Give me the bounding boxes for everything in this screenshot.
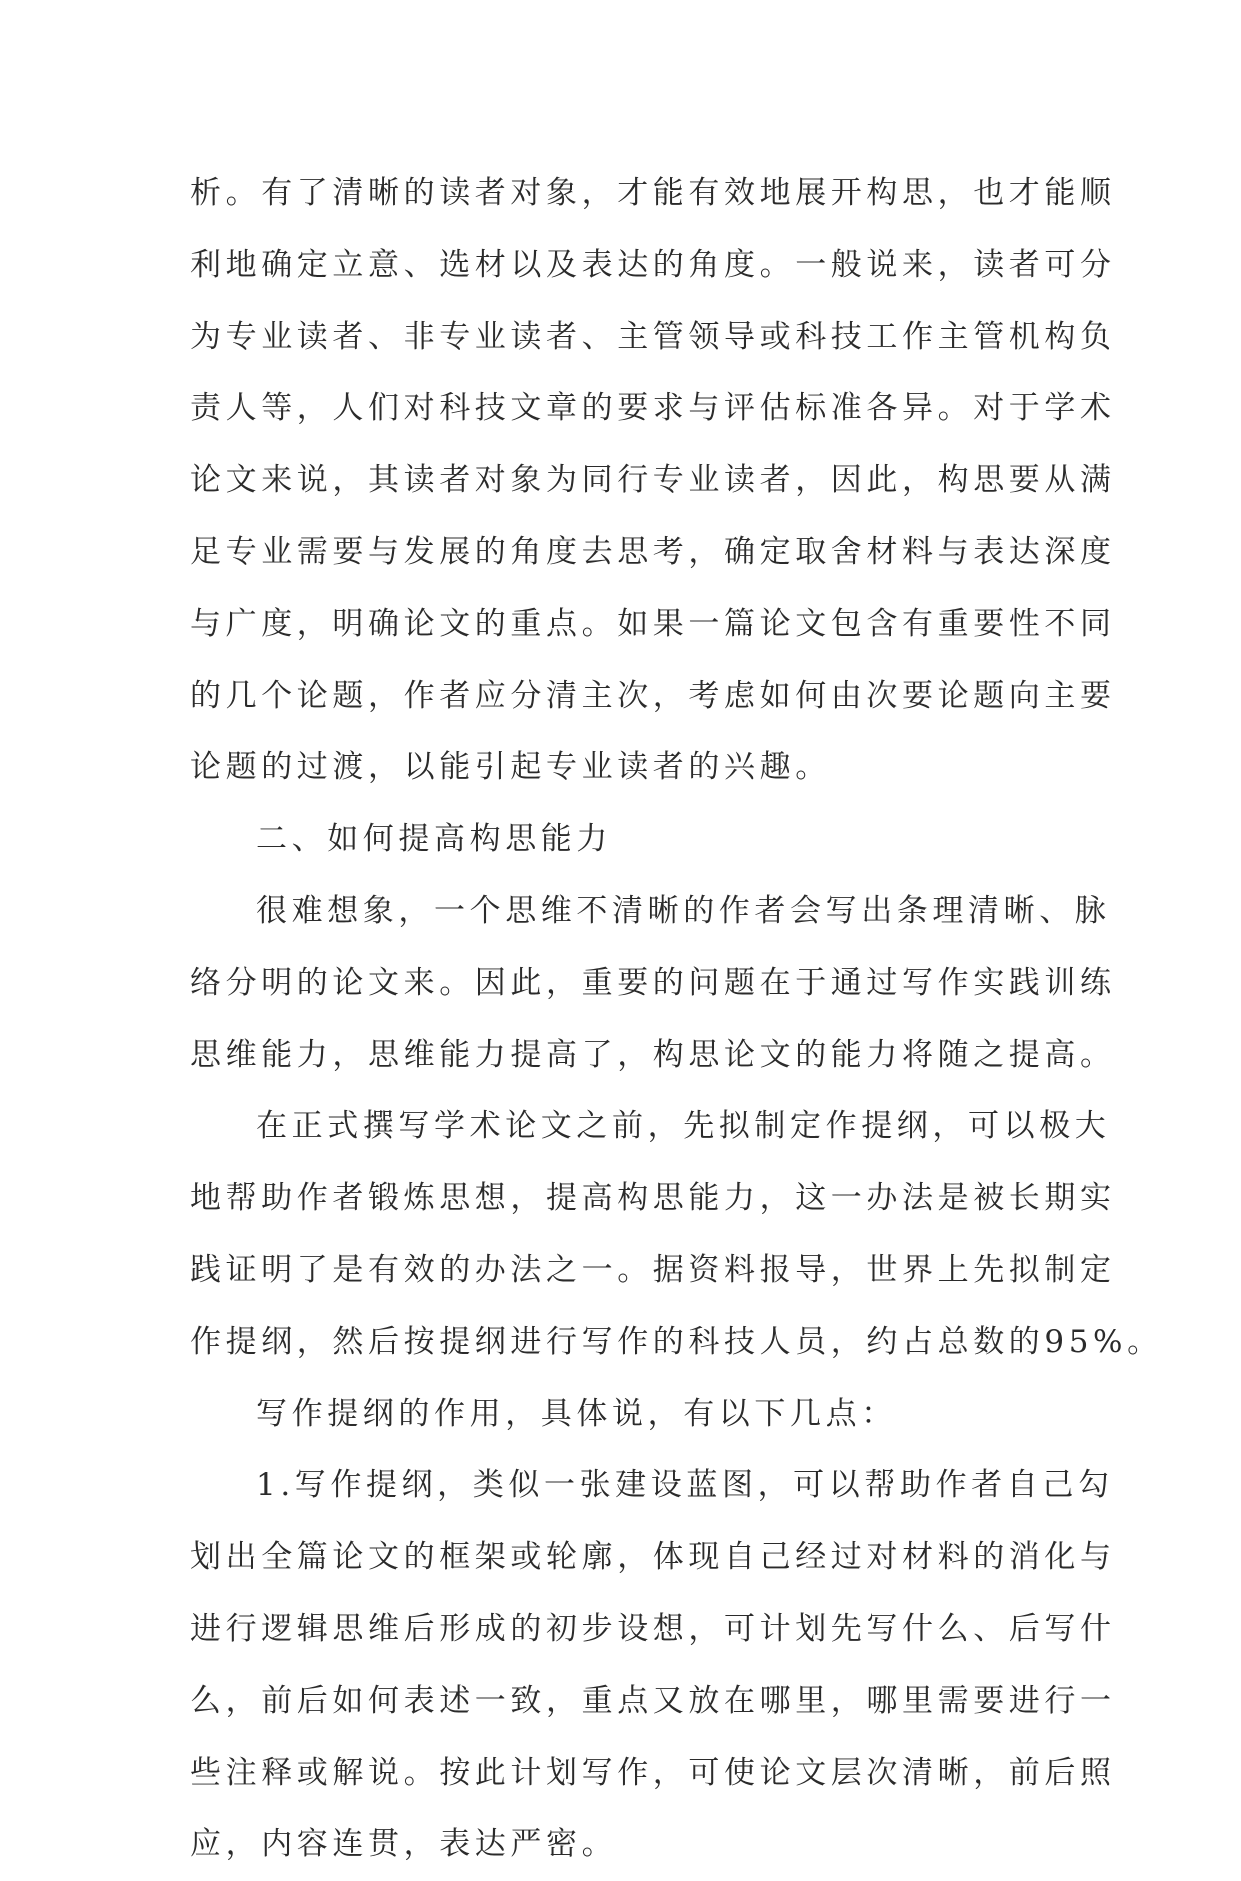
text-line: 地帮助作者锻炼思想，提高构思能力，这一办法是被长期实 — [190, 1180, 1116, 1217]
text-line: 为专业读者、非专业读者、主管领导或科技工作主管机构负 — [190, 318, 1116, 355]
text-line: 应，内容连贯，表达严密。 — [190, 1826, 618, 1863]
text-line: 践证明了是有效的办法之一。据资料报导，世界上先拟制定 — [190, 1251, 1116, 1288]
text-line: 作提纲，然后按提纲进行写作的科技人员，约占总数的95%。 — [190, 1323, 1163, 1360]
text-line: 写作提纲的作用，具体说，有以下几点： — [256, 1395, 897, 1432]
text-line: 析。有了清晰的读者对象，才能有效地展开构思，也才能顺 — [190, 175, 1116, 211]
text-line: 络分明的论文来。因此，重要的问题在于通过写作实践训练 — [190, 964, 1116, 1001]
text-line: 在正式撰写学术论文之前，先拟制定作提纲，可以极大 — [256, 1108, 1111, 1145]
section-heading: 二、如何提高构思能力 — [256, 821, 612, 858]
text-line: 与广度，明确论文的重点。如果一篇论文包含有重要性不同 — [190, 605, 1116, 642]
text-line: 么，前后如何表述一致，重点又放在哪里，哪里需要进行一 — [190, 1682, 1116, 1719]
text-line: 划出全篇论文的框架或轮廓，体现自己经过对材料的消化与 — [190, 1539, 1116, 1576]
text-line: 论题的过渡，以能引起专业读者的兴趣。 — [190, 749, 831, 786]
text-line: 些注释或解说。按此计划写作，可使论文层次清晰，前后照 — [190, 1754, 1116, 1791]
text-line: 责人等，人们对科技文章的要求与评估标准各异。对于学术 — [190, 390, 1116, 427]
text-line: 思维能力，思维能力提高了，构思论文的能力将随之提高。 — [190, 1036, 1116, 1073]
text-line: 的几个论题，作者应分清主次，考虑如何由次要论题向主要 — [190, 677, 1116, 714]
text-line: 很难想象，一个思维不清晰的作者会写出条理清晰、脉 — [256, 892, 1111, 929]
text-line: 足专业需要与发展的角度去思考，确定取舍材料与表达深度 — [190, 533, 1116, 570]
text-line: 进行逻辑思维后形成的初步设想，可计划先写什么、后写什 — [190, 1610, 1116, 1647]
list-item: 1.写作提纲，类似一张建设蓝图，可以帮助作者自己勾 — [256, 1467, 1114, 1504]
text-line: 利地确定立意、选材以及表达的角度。一般说来，读者可分 — [190, 246, 1116, 283]
text-line: 论文来说，其读者对象为同行专业读者，因此，构思要从满 — [190, 462, 1116, 499]
body-text — [190, 158, 1163, 1881]
